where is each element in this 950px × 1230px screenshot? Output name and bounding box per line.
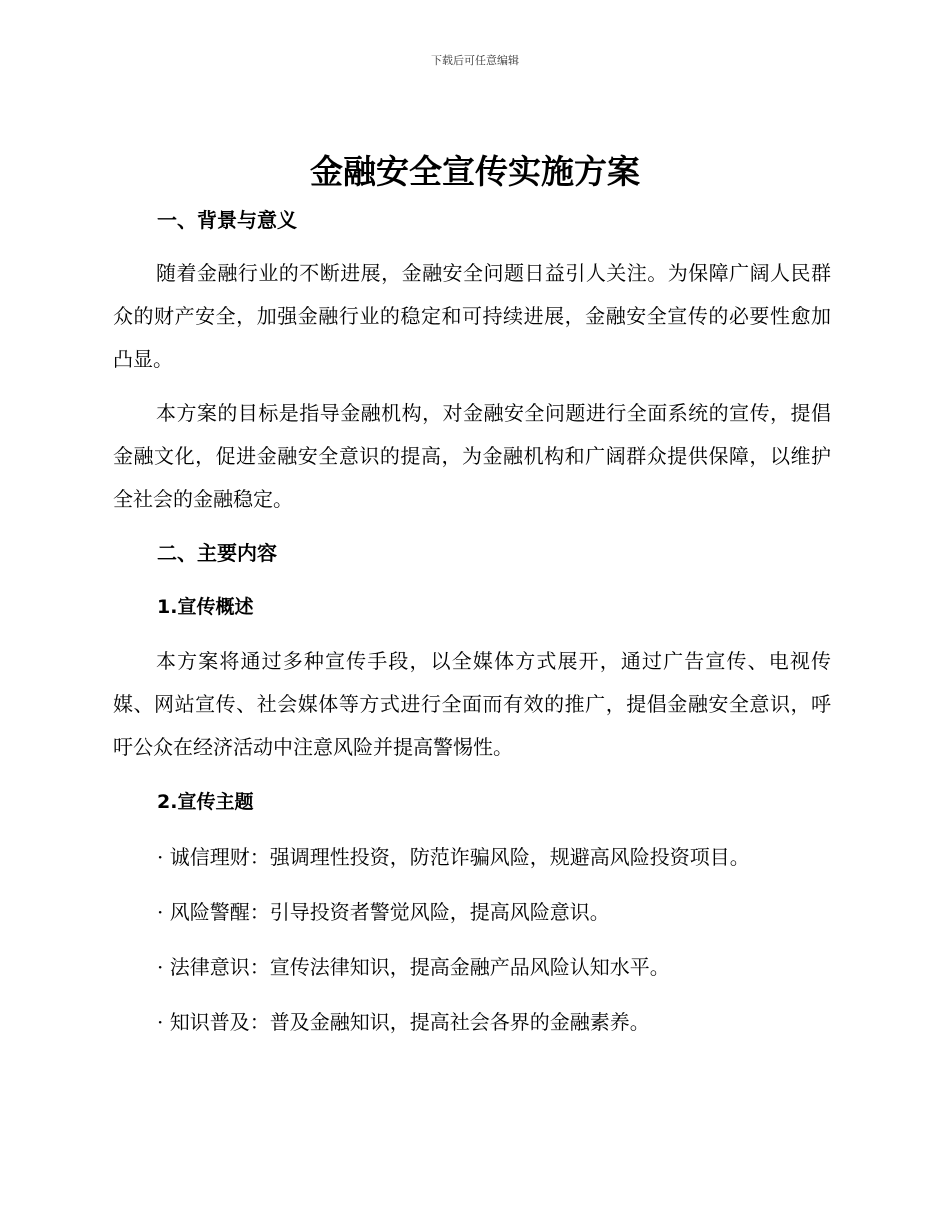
paragraph-background-2: 本方案的目标是指导金融机构，对金融安全问题进行全面系统的宣传，提倡金融文化，促进金融安全意识的提高，为金融机构和广阔群众提供保障，以维护全社会的金融稳定。 [113, 401, 831, 511]
theme-bullet-knowledge: · 知识普及：普及金融知识，提高社会各界的金融素养。 [157, 1010, 650, 1034]
theme-bullet-risk: · 风险警醒：引导投资者警觉风险，提高风险意识。 [157, 900, 610, 924]
paragraph-overview: 本方案将通过多种宣传手段，以全媒体方式展开，通过广告宣传、电视传媒、网站宣传、社会媒体等方式进行全面而有效的推广，提倡金融安全意识，呼吁公众在经济活动中注意风险并提高警惕性。 [113, 649, 831, 759]
subsection-heading-overview: 1.宣传概述 [157, 596, 254, 618]
section-heading-background: 一、背景与意义 [157, 208, 297, 232]
document-title: 金融安全宣传实施方案 [310, 152, 640, 191]
header-note: 下载后可任意编辑 [431, 54, 519, 67]
theme-bullet-integrity: · 诚信理财：强调理性投资，防范诈骗风险，规避高风险投资项目。 [157, 845, 750, 869]
paragraph-background-1: 随着金融行业的不断进展，金融安全问题日益引人关注。为保障广阔人民群众的财产安全，加强金融行业的稳定和可持续进展，金融安全宣传的必要性愈加凸显。 [113, 261, 831, 371]
subsection-heading-themes: 2.宣传主题 [157, 791, 254, 813]
theme-bullet-law: · 法律意识：宣传法律知识，提高金融产品风险认知水平。 [157, 955, 670, 979]
section-heading-main-content: 二、主要内容 [157, 541, 277, 565]
